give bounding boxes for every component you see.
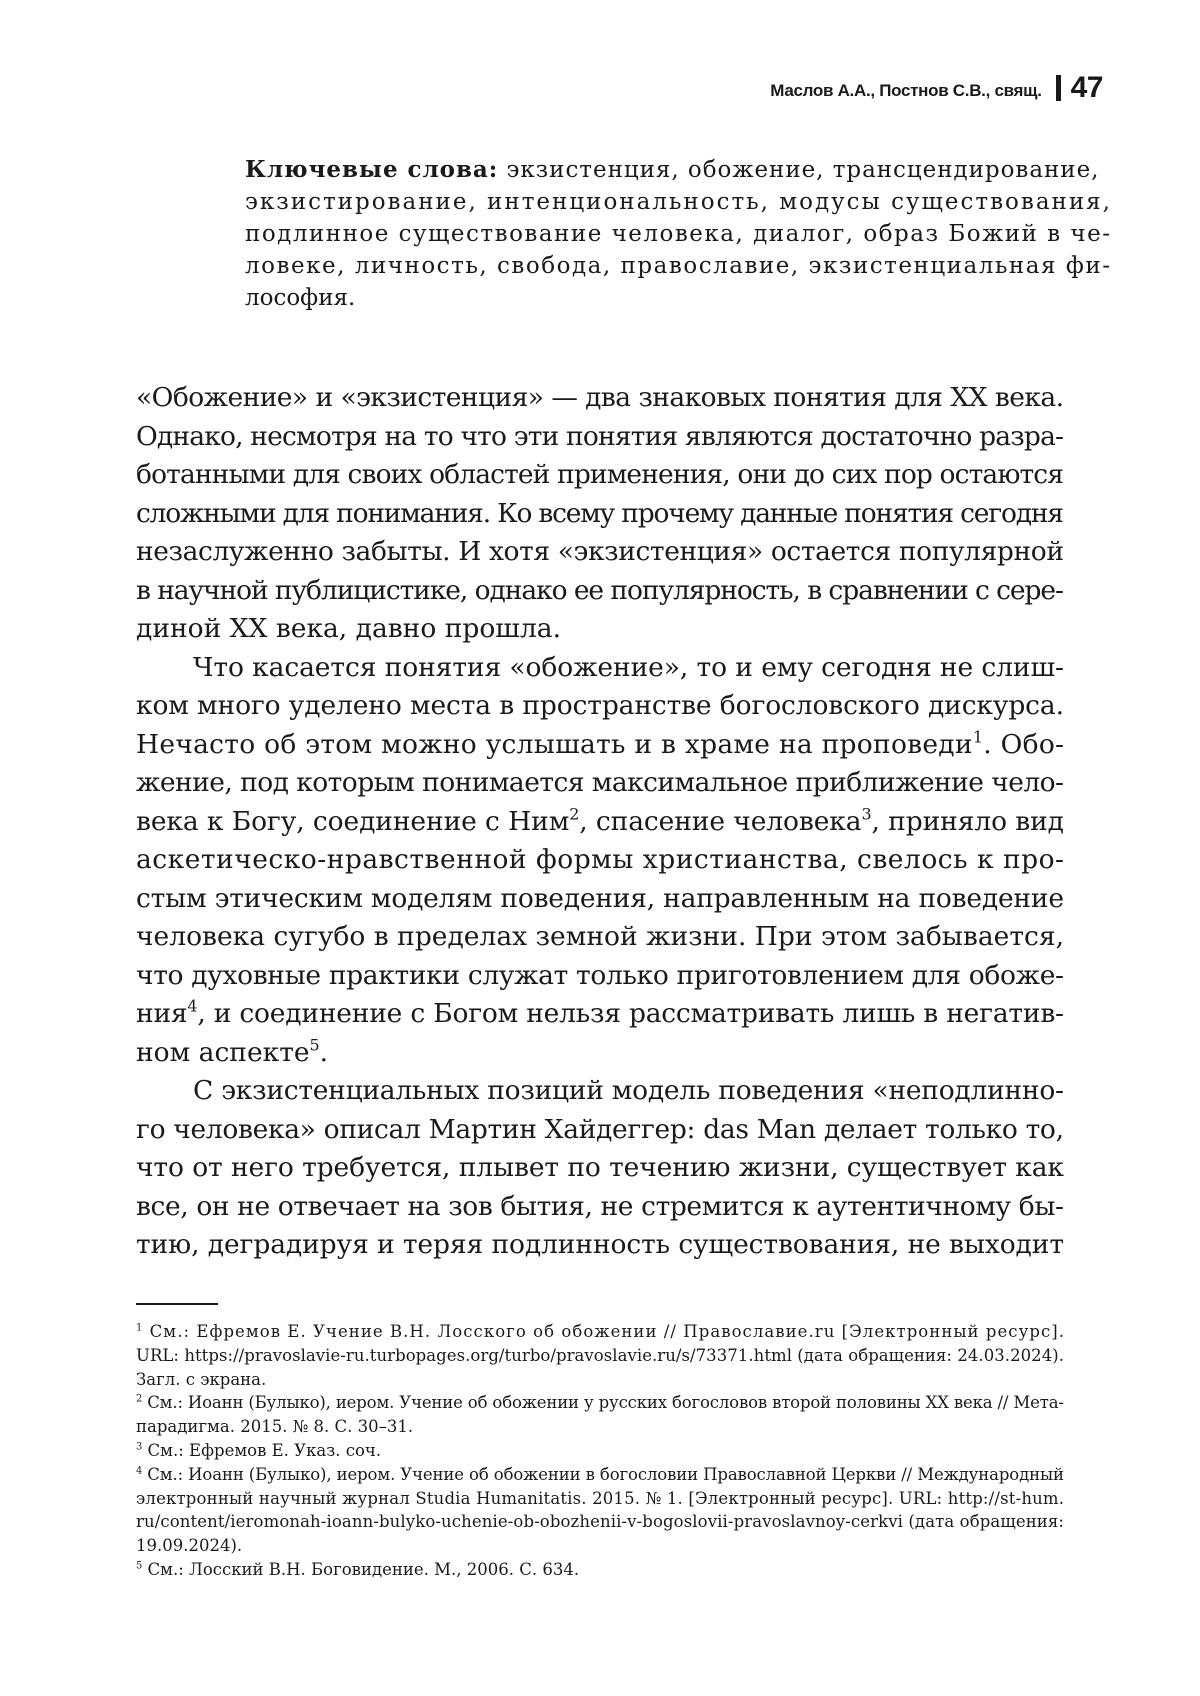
- body-line: [136, 842, 1065, 878]
- footnote-line: [136, 1559, 579, 1581]
- text-run: 19.09.2024).: [136, 1536, 243, 1556]
- text-run: диной XX века, давно прошла.: [136, 613, 561, 644]
- footnote-text: См.: Иоанн (Булыко), иером. Учение об обожении в богословии Православной Церкви // Международный: [142, 1464, 1064, 1484]
- running-header: [770, 68, 1103, 108]
- body-line: [136, 419, 1063, 455]
- text-run: «Обожение» и «экзистенция» — два знаковых понятия для XX века.: [136, 382, 1064, 413]
- body-line: [136, 688, 1064, 724]
- text-run: стым этическим моделям поведения, направленным на поведение: [136, 882, 1064, 914]
- page-number: 47: [1070, 71, 1103, 104]
- footnote-ref: 5: [309, 1035, 320, 1055]
- text-run: Однако, несмотря на то что эти понятия являются достаточно разра-: [136, 420, 1064, 452]
- footnote-line: [136, 1488, 1064, 1510]
- text-run: URL: https://pravoslavie-ru.turbopages.org/turbo/pravoslavie.ru/s/73371.html (дата обращения: 24.03.2024).: [136, 1345, 1065, 1365]
- footnote-line: [136, 1321, 1065, 1343]
- body-line: [136, 457, 1063, 493]
- keywords-line: [245, 154, 1099, 186]
- text-run: все, он не отвечает на зов бытия, не стремится к аутентичному бы-: [136, 1190, 1064, 1222]
- footnote-separator: [136, 1303, 218, 1305]
- footnote-line: [136, 1392, 1064, 1414]
- body-line: [136, 958, 1064, 994]
- text-run: С экзистенциальных позиций модель поведения «неподлинно-: [193, 1075, 1064, 1106]
- text-run: что духовные практики служат только приготовлением для обоже-: [136, 959, 1064, 991]
- footnote-ref: 2: [569, 804, 580, 824]
- text-run: сложными для понимания. Ко всему прочему данные понятия сегодня: [136, 497, 1063, 529]
- body-line: [136, 919, 1064, 955]
- footnote-line: [136, 1440, 381, 1462]
- body-line: [136, 881, 1064, 917]
- keywords-line: лософия.: [245, 285, 356, 311]
- footnote-line: [136, 1369, 266, 1391]
- body-line: [136, 996, 1064, 1032]
- footnote-text: См.: Иоанн (Булыко), иером. Учение об обожении у русских богословов второй половины XX века // Мета-: [142, 1393, 1064, 1413]
- text-run: электронный научный журнал Studia Humanitatis. 2015. № 1. [Электронный ресурс]. URL: http://st-hum.: [136, 1488, 1065, 1508]
- text-run: , спасение человека: [579, 805, 862, 837]
- body-line: [136, 765, 1063, 801]
- footnote-number: 3: [136, 1441, 143, 1453]
- text-run: жение, под которым понимается максимальное приближение чело-: [136, 767, 1064, 798]
- text-run: . Обо-: [983, 728, 1065, 760]
- footnote-text: См.: Ефремов Е. Указ. соч.: [142, 1441, 382, 1460]
- body-line: [136, 534, 1064, 570]
- body-line: [136, 611, 561, 647]
- body-line: [136, 1189, 1064, 1225]
- body-line: [193, 1073, 1064, 1109]
- text-run: , и соединение с Богом нельзя рассматривать лишь в негатив-: [197, 998, 1064, 1029]
- text-run: что от него требуется, плывет по течению жизни, существует как: [136, 1152, 1064, 1183]
- footnote-ref: 3: [861, 804, 872, 824]
- body-line: [136, 573, 1063, 609]
- text-run: ком много уделено места в пространстве богословского дискурса.: [136, 690, 1064, 721]
- body-line: [136, 727, 1064, 763]
- text-run: .: [319, 1036, 329, 1068]
- footnote-text: См.: Ефремов Е. Учение В.Н. Лосского об обожении // Православие.ru [Электронный ресурс].: [143, 1322, 1066, 1341]
- text-run: ния: [136, 998, 188, 1029]
- footnote-line: [136, 1345, 1064, 1367]
- body-line: [136, 1112, 1064, 1148]
- text-run: Что касается понятия «обожение», то и ему сегодня не слиш-: [193, 651, 1064, 683]
- text-run: Загл. с экрана.: [136, 1369, 267, 1389]
- text-run: го человека» описал Мартин Хайдеггер: das Man делает только то,: [136, 1113, 1064, 1145]
- footnote-number: 5: [136, 1560, 143, 1572]
- keywords-label: Ключевые слова:: [245, 156, 499, 183]
- text-run: незаслуженно забыты. И хотя «экзистенция» остается популярной: [136, 536, 1064, 567]
- text-run: века к Богу, соединение с Ним: [136, 805, 570, 837]
- body-line: [136, 1227, 1064, 1263]
- footnote-number: 2: [136, 1393, 143, 1405]
- body-line: [136, 804, 1064, 840]
- keywords-line: подлинное существование человека, диалог, образ Божий в че-: [245, 221, 1112, 247]
- keywords-text: экзистенция, обожение, трансцендирование,: [498, 157, 1100, 183]
- footnote-ref: 1: [972, 727, 984, 747]
- keywords-line: экзистирование, интенциональность, модусы существования,: [245, 189, 1112, 215]
- body-line: [136, 496, 1063, 532]
- body-line: [136, 1150, 1064, 1186]
- body-line: [136, 380, 1063, 416]
- text-run: Нечасто об этом можно услышать и в храме на проповеди: [136, 728, 973, 760]
- footnote-line: [136, 1464, 1064, 1486]
- footnote-text: См.: Лосский В.Н. Боговидение. М., 2006. С. 634.: [142, 1560, 580, 1579]
- body-line: [136, 1035, 328, 1071]
- footnote-number: 4: [136, 1465, 143, 1477]
- text-run: ru/content/ieromonah-ioann-bulyko-uchenie-ob-obozhenii-v-bogoslovii-pravoslavnoy-cerkvi (дата обращения:: [136, 1512, 1065, 1532]
- footnote-line: [136, 1416, 413, 1438]
- text-run: ботанными для своих областей применения, они до сих пор остаются: [136, 459, 1064, 490]
- footnote-line: [136, 1535, 242, 1557]
- body-line: [193, 650, 1064, 686]
- text-run: тию, деградируя и теряя подлинность существования, не выходит: [136, 1229, 1064, 1260]
- keywords-line: ловеке, личность, свобода, православие, экзистенциальная фи-: [245, 253, 1112, 279]
- footnote-number: 1: [136, 1322, 144, 1334]
- text-run: ном аспекте: [136, 1036, 310, 1068]
- text-run: аскетическо-нравственной формы христианства, свелось к про-: [136, 844, 1065, 875]
- header-authors: Маслов А.А., Постнов С.В., свящ.: [770, 81, 1042, 100]
- text-run: в научной публицистике, однако ее популярность, в сравнении с сере-: [136, 574, 1063, 606]
- text-run: , приняло вид: [871, 805, 1064, 837]
- text-run: парадигма. 2015. № 8. С. 30–31.: [136, 1417, 414, 1437]
- footnote-line: [136, 1511, 1064, 1533]
- header-divider-bar: [1056, 75, 1061, 101]
- text-run: человека сугубо в пределах земной жизни. При этом забывается,: [136, 921, 1065, 952]
- footnote-ref: 4: [187, 996, 198, 1016]
